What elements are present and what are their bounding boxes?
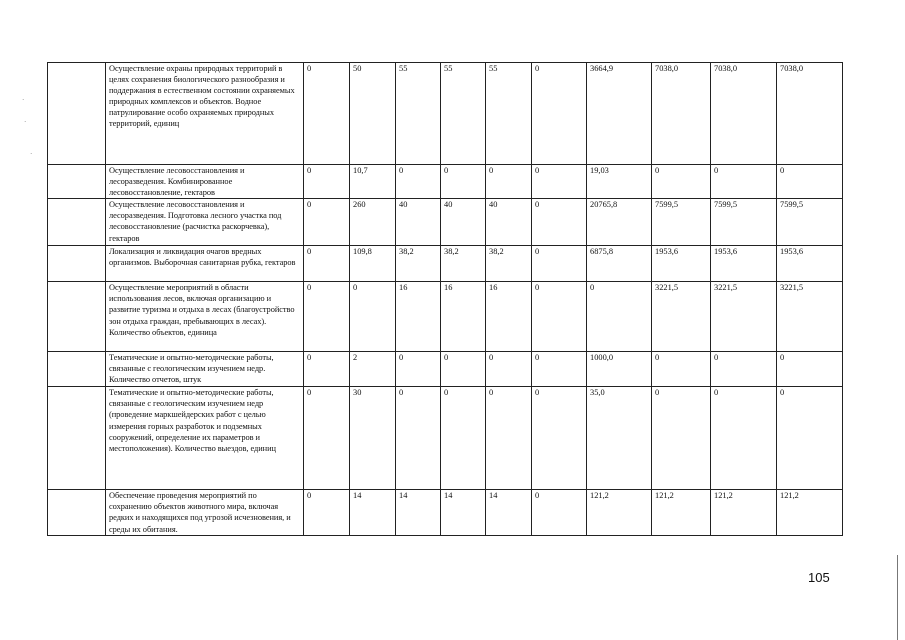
value-cell: 38,2 (486, 246, 532, 282)
row-blank-cell (48, 387, 106, 490)
scan-speck: · (22, 96, 25, 104)
value-cell: 121,2 (777, 490, 843, 536)
value-cell: 2 (350, 352, 396, 387)
value-cell: 0 (441, 352, 486, 387)
value-cell: 14 (350, 490, 396, 536)
table-row (48, 352, 843, 387)
value-cell: 0 (304, 490, 350, 536)
scan-speck: · (30, 150, 33, 158)
value-cell: 0 (532, 165, 587, 199)
value-cell: 10,7 (350, 165, 396, 199)
value-cell: 3221,5 (652, 282, 711, 352)
value-cell: 0 (396, 352, 441, 387)
value-cell: 0 (777, 387, 843, 490)
value-cell: 7038,0 (777, 63, 843, 165)
value-cell: 0 (652, 352, 711, 387)
row-description: Тематические и опытно-методические работы, связанные с геологическим изучением недр. Количество отчетов, штук (106, 352, 304, 387)
value-cell: 35,0 (587, 387, 652, 490)
table-body (48, 63, 843, 536)
value-cell: 0 (350, 282, 396, 352)
value-cell: 3221,5 (711, 282, 777, 352)
value-cell: 0 (486, 387, 532, 490)
value-cell: 0 (532, 199, 587, 246)
value-cell: 0 (652, 387, 711, 490)
value-cell: 55 (486, 63, 532, 165)
row-blank-cell (48, 246, 106, 282)
value-cell: 109,8 (350, 246, 396, 282)
table-row (48, 199, 843, 246)
value-cell: 14 (396, 490, 441, 536)
value-cell: 7599,5 (652, 199, 711, 246)
row-blank-cell (48, 282, 106, 352)
value-cell: 50 (350, 63, 396, 165)
row-description: Локализация и ликвидация очагов вредных организмов. Выборочная санитарная рубка, гектаров (106, 246, 304, 282)
value-cell: 40 (486, 199, 532, 246)
value-cell: 0 (304, 165, 350, 199)
value-cell: 1000,0 (587, 352, 652, 387)
value-cell: 121,2 (652, 490, 711, 536)
table-row (48, 387, 843, 490)
value-cell: 55 (441, 63, 486, 165)
table-row (48, 490, 843, 536)
value-cell: 0 (711, 165, 777, 199)
row-blank-cell (48, 352, 106, 387)
value-cell: 3221,5 (777, 282, 843, 352)
value-cell: 121,2 (711, 490, 777, 536)
value-cell: 0 (304, 282, 350, 352)
value-cell: 38,2 (441, 246, 486, 282)
value-cell: 38,2 (396, 246, 441, 282)
row-description: Осуществление лесовосстановления и лесоразведения. Комбинированное лесовосстановление, гектаров (106, 165, 304, 199)
value-cell: 0 (711, 352, 777, 387)
table-row (48, 246, 843, 282)
value-cell: 0 (396, 165, 441, 199)
value-cell: 0 (532, 246, 587, 282)
value-cell: 16 (486, 282, 532, 352)
value-cell: 0 (441, 165, 486, 199)
value-cell: 20765,8 (587, 199, 652, 246)
value-cell: 19,03 (587, 165, 652, 199)
value-cell: 0 (532, 352, 587, 387)
value-cell: 0 (486, 352, 532, 387)
value-cell: 40 (441, 199, 486, 246)
value-cell: 3664,9 (587, 63, 652, 165)
value-cell: 55 (396, 63, 441, 165)
value-cell: 0 (304, 199, 350, 246)
value-cell: 30 (350, 387, 396, 490)
scan-speck: · (24, 118, 27, 126)
row-blank-cell (48, 165, 106, 199)
value-cell: 0 (652, 165, 711, 199)
value-cell: 0 (532, 63, 587, 165)
value-cell: 1953,6 (777, 246, 843, 282)
value-cell: 16 (396, 282, 441, 352)
value-cell: 0 (532, 282, 587, 352)
value-cell: 0 (304, 246, 350, 282)
value-cell: 0 (304, 352, 350, 387)
value-cell: 0 (587, 282, 652, 352)
page-number: 105 (808, 570, 830, 585)
value-cell: 1953,6 (711, 246, 777, 282)
value-cell: 7038,0 (652, 63, 711, 165)
table-row (48, 165, 843, 199)
table-row (48, 63, 843, 165)
value-cell: 0 (486, 165, 532, 199)
value-cell: 7599,5 (711, 199, 777, 246)
value-cell: 0 (532, 490, 587, 536)
row-description: Осуществление мероприятий в области использования лесов, включая организацию и развитие туризма и отдыха в лесах (благоустройство зон отдыха граждан, пребывающих в лесах). Количество объектов, единица (106, 282, 304, 352)
value-cell: 0 (304, 387, 350, 490)
row-blank-cell (48, 63, 106, 165)
row-description: Обеспечение проведения мероприятий по сохранению объектов животного мира, включая редких и находящихся под угрозой исчезновения, и среды их обитания. (106, 490, 304, 536)
value-cell: 7038,0 (711, 63, 777, 165)
data-table (47, 62, 843, 536)
value-cell: 0 (711, 387, 777, 490)
row-description: Осуществление охраны природных территорий в целях сохранения биологического разнообразия и поддержания в естественном состоянии охраняемых природных комплексов и объектов. Водное патрулирование особо охраняемых природных территорий, единиц (106, 63, 304, 165)
value-cell: 0 (441, 387, 486, 490)
row-description: Осуществление лесовосстановления и лесоразведения. Подготовка лесного участка под лесовосстановление (расчистка раскорчевка), гектаров (106, 199, 304, 246)
row-blank-cell (48, 199, 106, 246)
value-cell: 260 (350, 199, 396, 246)
value-cell: 0 (396, 387, 441, 490)
value-cell: 6875,8 (587, 246, 652, 282)
value-cell: 0 (304, 63, 350, 165)
value-cell: 14 (441, 490, 486, 536)
row-description: Тематические и опытно-методические работы, связанные с геологическим изучением недр (проведение маркшейдерских работ с целью измерения горных разработок и подземных сооружений, определение их параметров и местоположения). Количество выездов, единиц (106, 387, 304, 490)
value-cell: 121,2 (587, 490, 652, 536)
value-cell: 0 (777, 165, 843, 199)
value-cell: 1953,6 (652, 246, 711, 282)
value-cell: 0 (777, 352, 843, 387)
scan-margin-line (897, 555, 898, 640)
value-cell: 16 (441, 282, 486, 352)
value-cell: 0 (532, 387, 587, 490)
row-blank-cell (48, 490, 106, 536)
value-cell: 7599,5 (777, 199, 843, 246)
table-row (48, 282, 843, 352)
value-cell: 40 (396, 199, 441, 246)
value-cell: 14 (486, 490, 532, 536)
